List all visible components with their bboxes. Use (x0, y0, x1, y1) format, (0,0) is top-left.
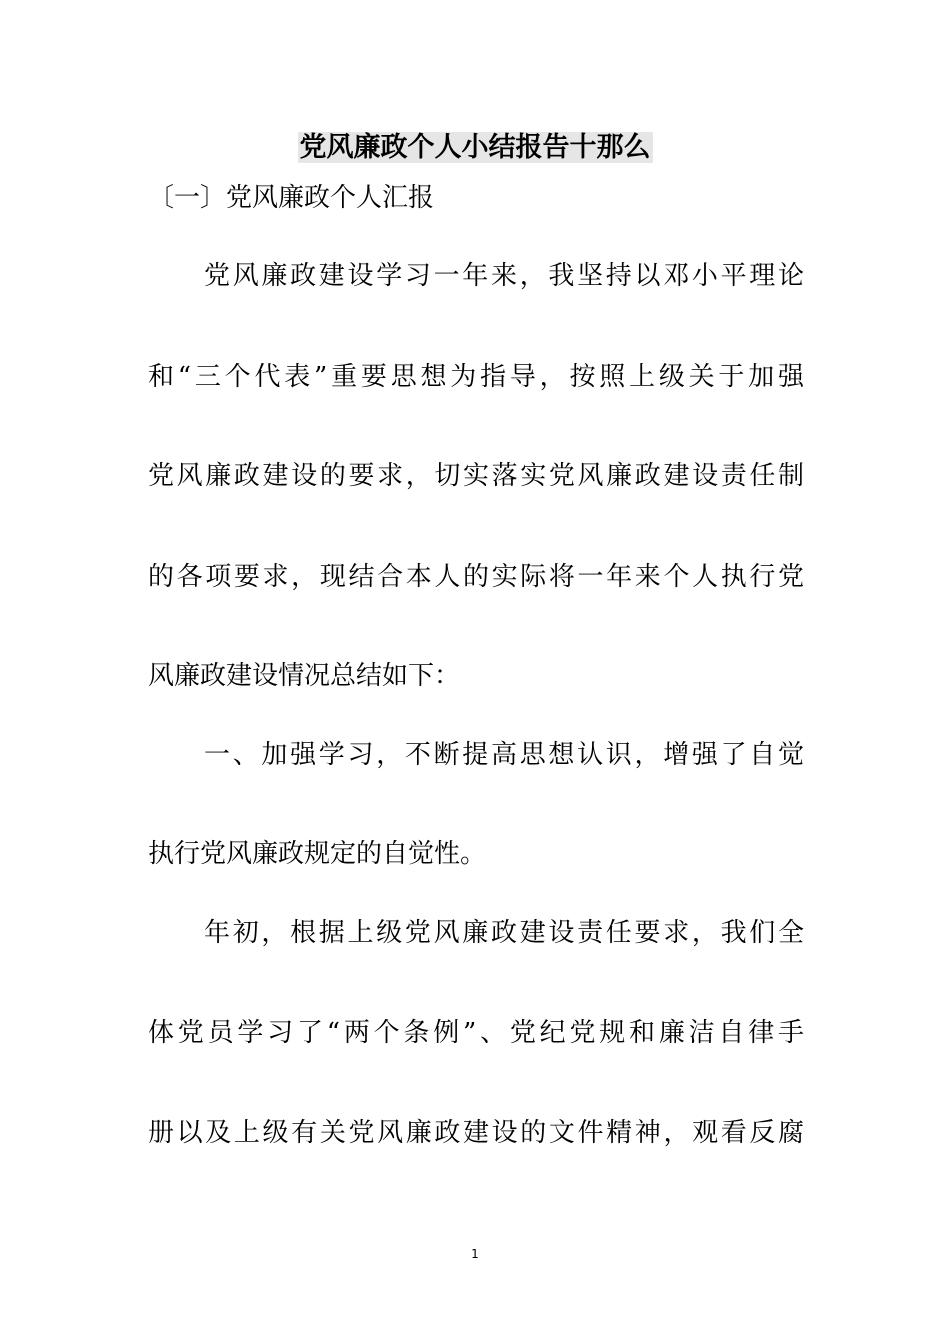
paragraph-line: 的各项要求，现结合本人的实际将一年来个人执行党 (148, 562, 804, 592)
paragraph-line: 一、加强学习，不断提高思想认识，增强了自觉 (204, 740, 804, 770)
paragraph-line: 党风廉政建设学习一年来，我坚持以邓小平理论 (204, 261, 804, 291)
paragraph-line: 执行党风廉政规定的自觉性。 (148, 839, 487, 869)
page-number: 1 (471, 1247, 479, 1261)
paragraph-line: 党风廉政建设的要求，切实落实党风廉政建设责任制 (148, 461, 804, 491)
document-title (0, 128, 950, 168)
paragraph-line: 风廉政建设情况总结如下： (148, 661, 461, 691)
paragraph-line: 和“三个代表”重要思想为指导，按照上级关于加强 (148, 362, 804, 392)
paragraph-line: 年初，根据上级党风廉政建设责任要求，我们全 (204, 918, 804, 948)
section-heading: 〔一〕党风廉政个人汇报 (148, 183, 435, 213)
paragraph-line: 册以及上级有关党风廉政建设的文件精神，观看反腐 (148, 1118, 804, 1148)
document-title-text: 党风廉政个人小结报告十那么 (299, 132, 651, 163)
paragraph-line: 体党员学习了“两个条例”、党纪党规和廉洁自律手 (148, 1018, 804, 1048)
